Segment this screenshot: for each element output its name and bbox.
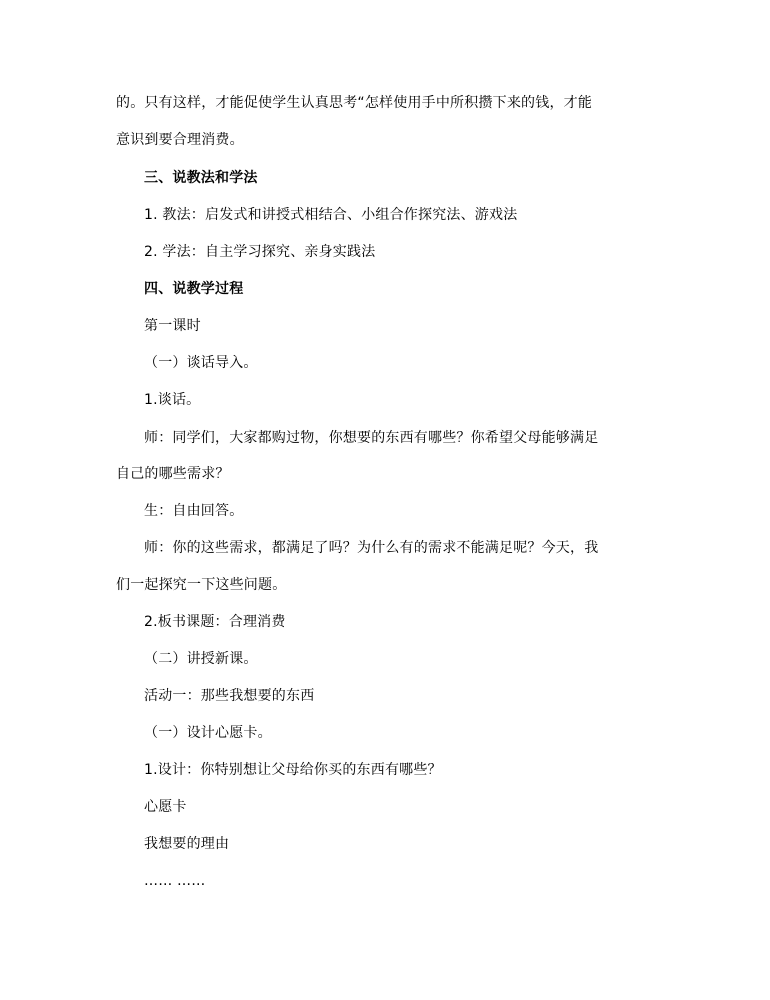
paragraph-line: 心愿卡 bbox=[144, 799, 187, 815]
paragraph-line: 生：自由回答。 bbox=[144, 503, 244, 519]
subheading: （二）讲授新课。 bbox=[144, 651, 258, 667]
section-heading: 三、说教法和学法 bbox=[144, 170, 258, 186]
paragraph-line: 师：你的这些需求，都满足了吗？为什么有的需求不能满足呢？今天，我 bbox=[144, 540, 599, 556]
section-heading: 四、说教学过程 bbox=[144, 281, 244, 297]
paragraph-line: 师：同学们，大家都购过物，你想要的东西有哪些？你希望父母能够满足 bbox=[144, 430, 599, 446]
paragraph-line: 我想要的理由 bbox=[144, 836, 230, 852]
paragraph-line: 自己的哪些需求？ bbox=[116, 466, 230, 482]
paragraph-line: …… …… bbox=[144, 873, 206, 889]
paragraph-line: 2.板书课题：合理消费 bbox=[144, 614, 286, 630]
list-item: 2. 学法：自主学习探究、亲身实践法 bbox=[144, 244, 376, 260]
paragraph-line: 活动一：那些我想要的东西 bbox=[144, 688, 315, 704]
paragraph-line: 的。只有这样，才能促使学生认真思考“怎样使用手中所积攒下来的钱，才能 bbox=[116, 95, 593, 111]
paragraph-line: 第一课时 bbox=[144, 318, 201, 334]
paragraph-line: 们一起探究一下这些问题。 bbox=[116, 577, 287, 593]
paragraph-line: 1.设计：你特别想让父母给你买的东西有哪些？ bbox=[144, 762, 442, 778]
subheading: （一）谈话导入。 bbox=[144, 355, 258, 371]
paragraph-line: 意识到要合理消费。 bbox=[116, 132, 244, 148]
subheading: （一）设计心愿卡。 bbox=[144, 725, 272, 741]
paragraph-line: 1.谈话。 bbox=[144, 392, 201, 408]
list-item: 1. 教法：启发式和讲授式相结合、小组合作探究法、游戏法 bbox=[144, 207, 518, 223]
